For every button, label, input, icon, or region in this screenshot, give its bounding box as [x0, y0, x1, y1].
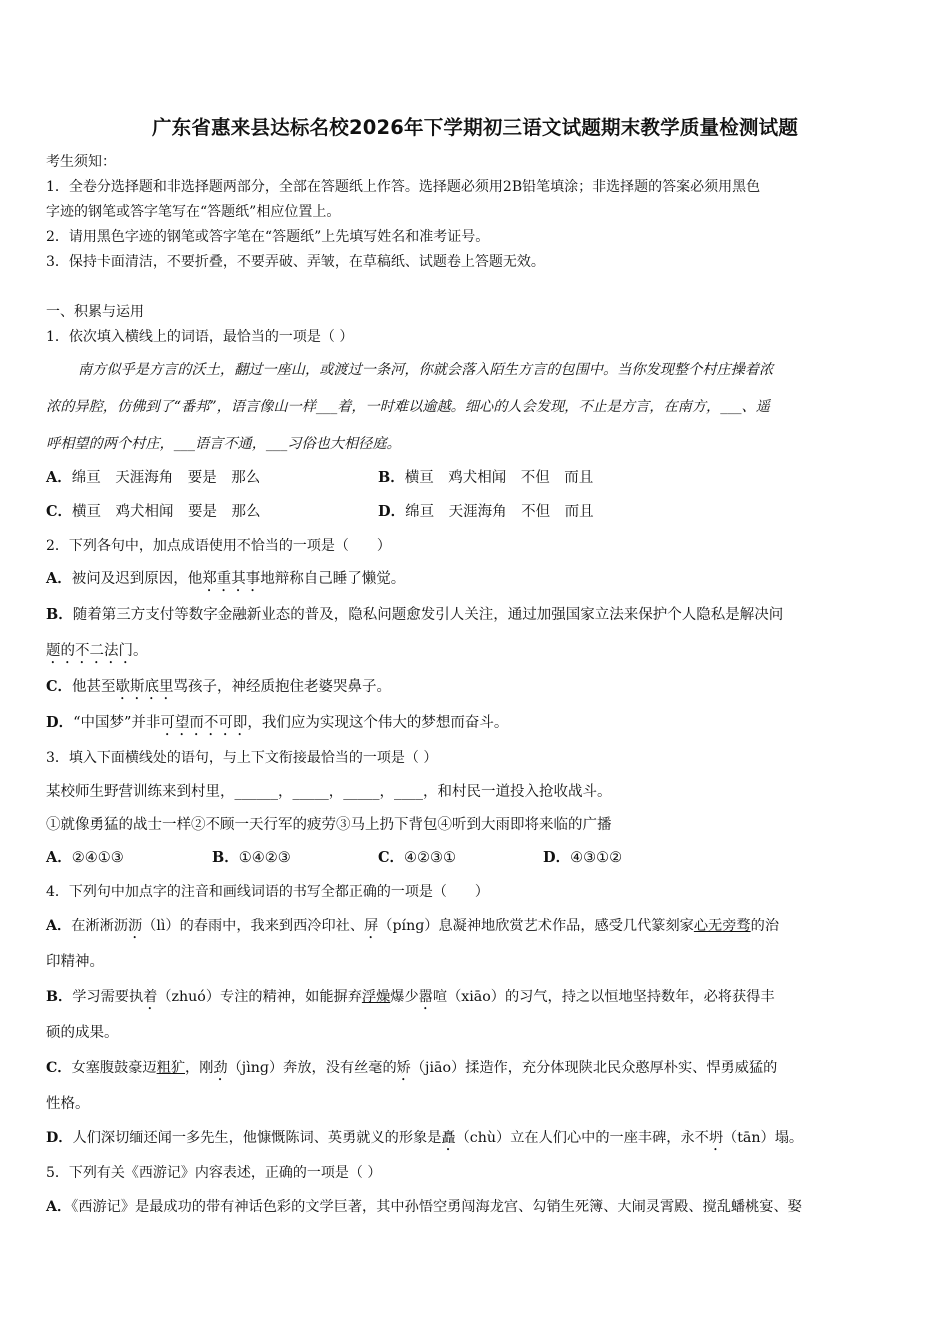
q1-option-c[interactable]	[46, 503, 261, 521]
q1-passage-line: 南方似乎是方言的沃土，翻过一座山，或渡过一条河，你就会落入陌生方言的包围中。当你发现整个村庄操着浓	[78, 362, 774, 378]
option-text: ，我们应为实现这个伟大的梦想而奋斗。	[247, 715, 509, 731]
q4-option-b-cont: 硕的成果。	[46, 1025, 119, 1041]
q3-option-d[interactable]	[543, 849, 622, 867]
dotted-char: 劲	[213, 1060, 228, 1076]
option-text: （jìnɡ）奔放，没有丝毫的	[227, 1060, 397, 1076]
option-letter: B．	[46, 606, 73, 623]
option-letter: C．	[378, 849, 405, 866]
option-text: 地辩称自己睡了懒觉。	[260, 571, 406, 587]
option-text: 喧（xiāo）的习气，持之以恒地坚持数年，必将获得丰	[432, 989, 775, 1005]
section-heading: 一、积累与运用	[46, 304, 144, 320]
q1-option-d[interactable]	[378, 503, 594, 521]
option-letter: C．	[46, 503, 73, 520]
option-text: 绵亘 天涯海角 要是 那么	[71, 470, 261, 486]
q2-option-a[interactable]	[46, 570, 405, 595]
option-letter: D．	[46, 714, 74, 731]
q5-option-a[interactable]	[46, 1198, 802, 1216]
dotted-char: 着	[143, 989, 158, 1005]
underlined-word: 粗犷	[156, 1060, 186, 1076]
option-letter: D．	[46, 1130, 73, 1146]
q2-option-b[interactable]	[46, 606, 783, 624]
option-text: 的治	[750, 918, 780, 934]
option-text: 学习需要执	[72, 989, 144, 1005]
page-title: 广东省惠来县达标名校2026年下学期初三语文试题期末教学质量检测试题	[151, 116, 799, 139]
option-text: （pínɡ）息凝神地欣赏艺术作品，感受几代篆刻家	[378, 918, 694, 934]
option-text: ，刚	[185, 1060, 214, 1076]
dotted-idiom: 歇斯底里	[115, 679, 174, 695]
option-letter: B．	[378, 469, 405, 486]
option-text: ②④①③	[71, 850, 124, 866]
option-text: 被问及迟到原因，他	[71, 571, 203, 587]
q4-option-c-cont: 性格。	[46, 1096, 90, 1112]
option-letter: B．	[46, 989, 73, 1005]
notice-line: 2．请用黑色字迹的钢笔或答字笔在“答题纸”上先填写姓名和准考证号。	[46, 229, 490, 245]
option-text: （zhuó）专注的精神，如能摒弃	[157, 989, 362, 1005]
option-text: 骂孩子，神经质抱住老婆哭鼻子。	[173, 679, 392, 695]
q4-option-a[interactable]	[46, 917, 779, 942]
option-text: 。	[133, 643, 148, 659]
dotted-char: 沥	[127, 918, 143, 934]
option-letter: C．	[46, 678, 73, 695]
option-text: （tān）塌。	[723, 1130, 804, 1146]
q3-option-a[interactable]	[46, 849, 124, 867]
option-text: ④③①②	[570, 850, 623, 866]
option-text: 横亘 鸡犬相闻 不但 而且	[404, 470, 594, 486]
option-letter: A．	[46, 849, 72, 866]
notice-heading: 考生须知：	[46, 154, 116, 170]
option-letter: A．	[46, 570, 72, 587]
option-text: 女塞腹鼓豪迈	[71, 1060, 157, 1076]
q3-option-b[interactable]	[212, 849, 291, 867]
option-letter: A．	[46, 469, 72, 486]
question-3-stem: 3．填入下面横线处的语句，与上下文衔接最恰当的一项是（ ）	[46, 750, 438, 766]
option-text: 随着第三方支付等数字金融新业态的普及，隐私问题愈发引人关注，通过加强国家立法来保护个人隐私是解决问	[72, 607, 784, 623]
option-text: 他甚至	[72, 679, 116, 695]
q2-option-d[interactable]	[46, 714, 508, 739]
q4-option-d[interactable]	[46, 1129, 803, 1154]
option-text: （lì）的春雨中，我来到西冷印社、	[142, 918, 365, 934]
option-text: 《西游记》是最成功的带有神话色彩的文学巨著，其中孙悟空勇闯海龙宫、勾销生死簿、大闹灵霄殿、搅乱蟠桃宴、娶	[71, 1199, 802, 1215]
option-text: 横亘 鸡犬相闻 要是 那么	[72, 504, 261, 520]
q1-option-a[interactable]	[46, 469, 260, 487]
q4-option-c[interactable]	[46, 1059, 777, 1084]
notice-line: 3．保持卡面清洁，不要折叠，不要弄破、弄皱，在草稿纸、试题卷上答题无效。	[46, 254, 545, 270]
underlined-word: 心无旁骛	[693, 918, 751, 934]
q4-option-b[interactable]	[46, 988, 775, 1013]
option-letter: D．	[378, 503, 406, 520]
q1-option-b[interactable]	[378, 469, 593, 487]
q3-option-c[interactable]	[378, 849, 456, 867]
option-text: ④②③①	[404, 850, 457, 866]
option-text: （chù）立在人们心中的一座丰碑，永不	[455, 1130, 709, 1146]
notice-line: 字迹的钢笔或答字笔写在“答题纸”相应位置上。	[46, 204, 341, 220]
option-text: （jiāo）揉造作，充分体现陕北民众憨厚朴实、悍勇威猛的	[410, 1060, 778, 1076]
question-4-stem: 4．下列句中加点字的注音和画线词语的书写全都正确的一项是（ ）	[46, 884, 489, 900]
option-text: “中国梦”并非	[73, 715, 161, 731]
q2-option-b-cont	[46, 642, 148, 667]
q3-sentence: 某校师生野营训练来到村里，______，_____，_____，____，和村民一道投入抢收战斗。	[46, 784, 612, 800]
question-1-stem: 1．依次填入横线上的词语，最恰当的一项是（ ）	[46, 329, 354, 345]
question-2-stem: 2．下列各句中，加点成语使用不恰当的一项是（ ）	[46, 538, 391, 554]
dotted-char: 坍	[708, 1130, 724, 1146]
q1-passage-line: 呼相望的两个村庄，___语言不通，___习俗也大相径庭。	[46, 436, 401, 452]
dotted-char: 矫	[396, 1060, 411, 1076]
option-letter: C．	[46, 1060, 72, 1076]
option-text: 在淅淅沥	[71, 918, 128, 934]
q4-option-a-cont: 印精神。	[46, 954, 104, 970]
option-text: 绵亘 天涯海角 不但 而且	[405, 504, 594, 520]
q2-option-c[interactable]	[46, 678, 391, 703]
option-letter: B．	[212, 849, 239, 866]
notice-line: 1．全卷分选择题和非选择题两部分，全部在答题纸上作答。选择题必须用2B铅笔填涂；非选择题的答案必须用黑色	[46, 179, 761, 195]
dotted-char: 嚣	[418, 989, 433, 1005]
dotted-char: 矗	[441, 1130, 456, 1146]
q3-choices: ①就像勇猛的战士一样②不顾一天行军的疲劳③马上扔下背包④听到大雨即将来临的广播	[46, 817, 612, 833]
option-letter: A．	[46, 918, 72, 934]
option-text: 人们深切缅还闻一多先生，他慷慨陈词、英勇就义的形象是	[72, 1130, 442, 1146]
option-letter: D．	[543, 849, 571, 866]
q1-passage-line: 浓的异腔，仿佛到了“番邦”，语言像山一样___着，一时难以逾越。细心的人会发现，不止是方言，在南方，___、遥	[46, 399, 770, 415]
dotted-char: 屏	[364, 918, 379, 934]
option-text: ①④②③	[238, 850, 291, 866]
dotted-idiom: 郑重其事	[202, 571, 261, 587]
option-text: 爆少	[390, 989, 419, 1005]
option-letter: A．	[46, 1199, 72, 1215]
underlined-word: 浮燥	[361, 989, 391, 1005]
question-5-stem: 5．下列有关《西游记》内容表述，正确的一项是（ ）	[46, 1165, 382, 1181]
dotted-idiom: 可望而不可即	[160, 715, 248, 731]
dotted-idiom: 题的不二法门	[46, 643, 133, 659]
